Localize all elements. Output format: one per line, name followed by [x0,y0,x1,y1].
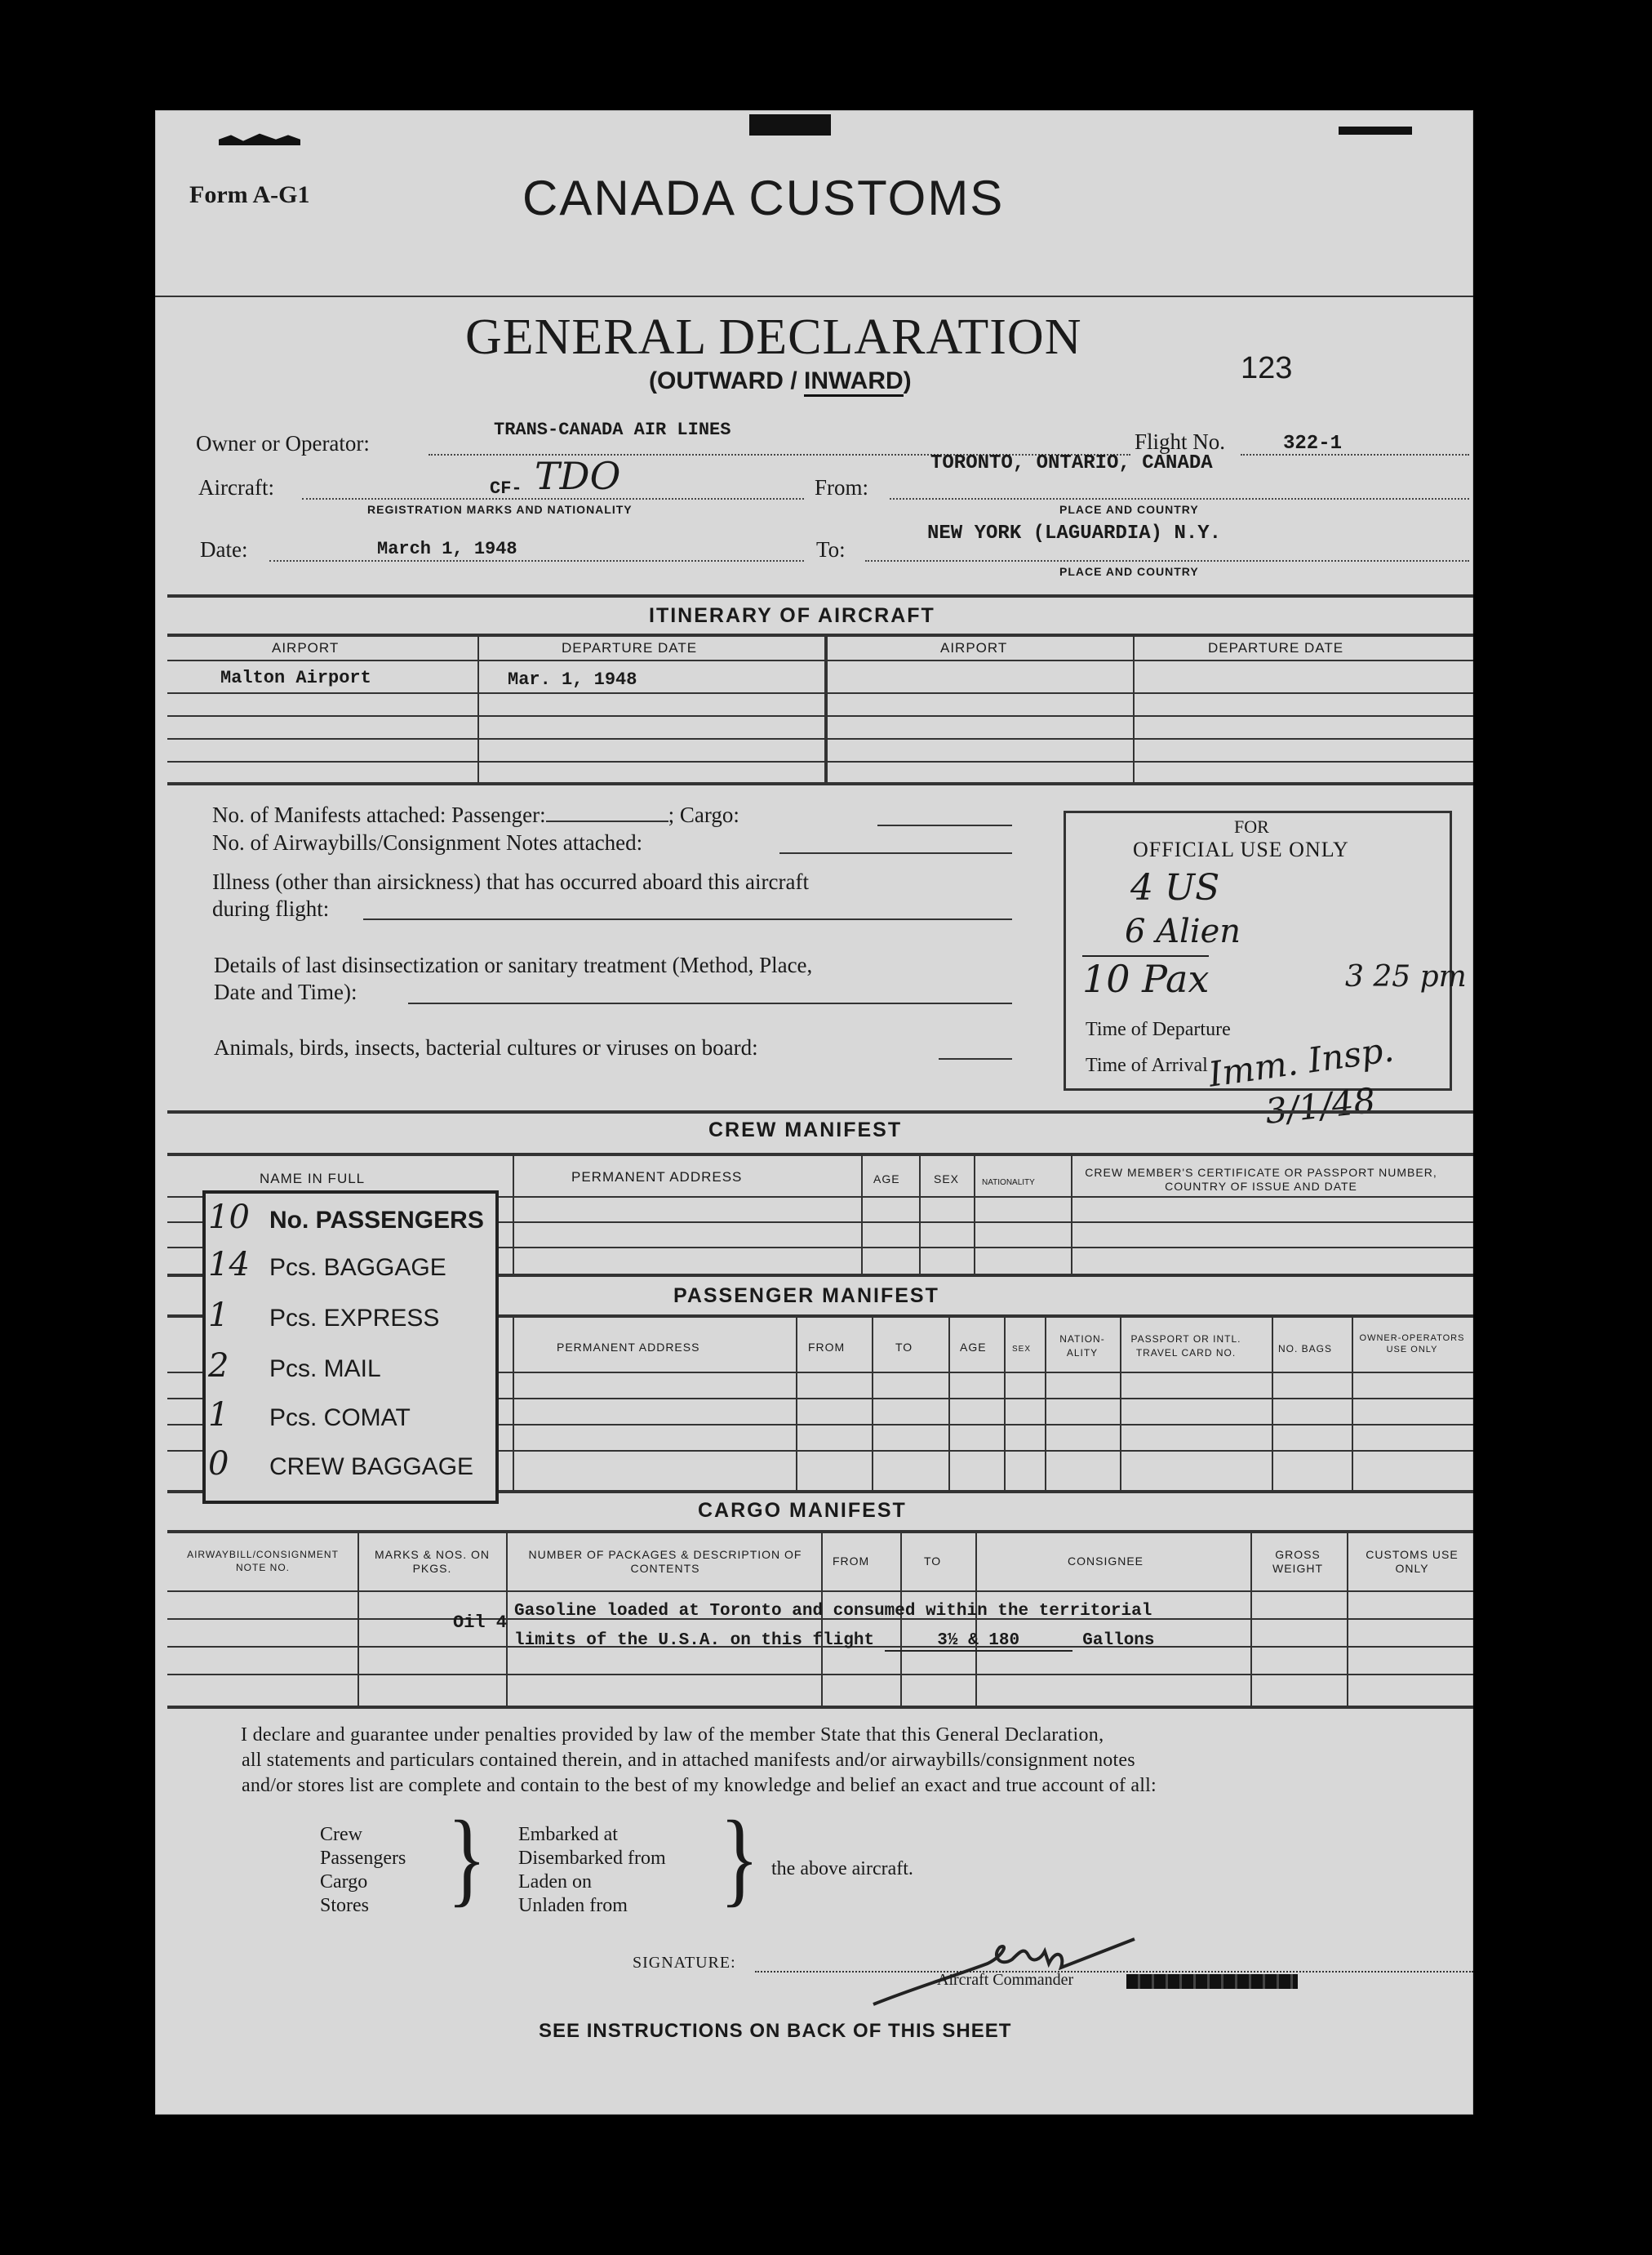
cargo-row-line [167,1590,1473,1592]
itinerary-title: ITINERARY OF AIRCRAFT [649,604,935,627]
passenger-col-line [796,1314,797,1490]
cargo-manifests-line [877,825,1012,826]
doc-number: 123 [1241,351,1293,385]
decl-passengers: Passengers [320,1848,406,1869]
stamp-count: 2 [208,1347,229,1385]
itinerary-header: AIRPORT [272,640,340,656]
official-signature: Imm. Insp. [1206,1029,1397,1095]
agency-title: CANADA CUSTOMS [522,171,1005,225]
itinerary-top [167,594,1473,598]
struck-out-text [1126,1974,1298,1989]
itinerary-row-line [167,692,1473,694]
date-label: Date: [200,537,248,562]
stamp-label: No. PASSENGERS [269,1207,484,1234]
stamp-count: 0 [208,1445,229,1483]
passenger-manifests: No. of Manifests attached: Passenger: [212,803,546,827]
torn-mark [749,114,831,136]
decl-unladen: Unladen from [518,1895,628,1916]
cargo-bottom [167,1706,1473,1709]
illness-label-1: Illness (other than airsickness) that has occurred aboard this aircraft [212,870,809,894]
passenger-manifests-blank [546,821,668,822]
stamp-row-crew-baggage [208,1445,473,1483]
decl-embarked: Embarked at [518,1824,618,1845]
animals-line [939,1058,1012,1060]
stamp-count: 10 [208,1199,250,1236]
passenger-col-line [1004,1314,1006,1490]
itinerary-date: Mar. 1, 1948 [508,669,637,690]
cargo-row-line [167,1674,1473,1675]
subtitle-outward: (OUTWARD [649,367,784,394]
crew-col-line [1071,1153,1072,1274]
from-value: TORONTO, ONTARIO, CANADA [930,452,1213,474]
official-alien-count: 6 Alien [1125,913,1241,950]
itinerary-col-line [1133,634,1135,782]
cargo-header-top [167,1530,1473,1533]
decl-col-1 [320,1823,406,1918]
decl-tail: the above aircraft. [771,1858,913,1879]
passenger-title: PASSENGER MANIFEST [673,1284,939,1307]
decl-crew: Crew [320,1824,362,1845]
passenger-header: PERMANENT ADDRESS [557,1341,700,1354]
passenger-header: OWNER-OPERATORS USE ONLY [1359,1333,1465,1354]
passenger-header: PASSPORT OR INTL. TRAVEL CARD NO. [1130,1333,1241,1359]
passenger-col-line [1272,1314,1273,1490]
itinerary-row-line [167,660,1473,661]
passenger-col-line [948,1314,950,1490]
subtitle-separator: / [783,367,804,394]
crew-col-line [513,1153,514,1274]
official-time: 3 25 pm [1345,960,1467,994]
brace-icon: } [447,1799,486,1917]
crew-col-line [974,1153,975,1274]
cargo-header: GROSS WEIGHT [1272,1548,1323,1575]
declaration-text-3: and/or stores list are complete and contain to the best of my knowledge and belief an exact and true account of all: [242,1775,1157,1796]
declaration-text-2: all statements and particulars contained therein, and in attached manifests and/or airwaybills/consignment notes [242,1750,1135,1771]
stamp-label: Pcs. BAGGAGE [269,1254,446,1281]
subtitle-close: ) [903,367,912,394]
passenger-col-line [1045,1314,1046,1490]
time-departure: Time of Departure [1086,1019,1231,1040]
flight-value: 322-1 [1283,433,1343,455]
to-line [865,560,1469,562]
itinerary-row-line [167,761,1473,763]
itinerary-header: DEPARTURE DATE [562,640,698,656]
brace-icon: } [720,1799,759,1917]
crew-top [167,1110,1473,1114]
cargo-header: MARKS & NOS. ON PKGS. [374,1548,491,1575]
date-value: March 1, 1948 [377,539,517,559]
itinerary-row-line [167,738,1473,740]
stamp-label: Pcs. EXPRESS [269,1305,440,1332]
itinerary-bottom [167,782,1473,785]
stamp-label: Pcs. MAIL [269,1355,381,1382]
cargo-amount: 3½ & 180 [885,1631,1072,1652]
illness-line [363,918,1012,920]
decl-disembarked: Disembarked from [518,1848,666,1869]
itinerary-row-line [167,715,1473,717]
divider [155,296,1473,297]
to-label: To: [816,537,846,562]
from-label: From: [815,475,869,500]
cargo-header: NUMBER OF PACKAGES & DESCRIPTION OF CONTENTS [528,1548,802,1575]
stamp-count: 1 [208,1297,229,1334]
passenger-col-line [1352,1314,1353,1490]
decl-col-2 [518,1823,666,1918]
crew-header: NATIONALITY [982,1178,1035,1187]
cargo-header: AIRWAYBILL/CONSIGNMENT NOTE NO. [187,1549,339,1573]
decl-stores: Stores [320,1895,369,1916]
airwaybills-line [779,852,1012,854]
subtitle-inward: INWARD [804,367,904,397]
aircraft-prefix: CF- [490,478,522,499]
crew-header: CREW MEMBER'S CERTIFICATE OR PASSPORT NUMBER, COUNTRY OF ISSUE AND DATE [1085,1166,1437,1193]
crew-col-line [919,1153,921,1274]
stamp-row-baggage [208,1246,446,1283]
date-line [269,560,804,562]
stamp-label: Pcs. COMAT [269,1404,411,1431]
cargo-title: CARGO MANIFEST [698,1499,907,1522]
crew-header-top [167,1153,1473,1156]
stamp-count: 14 [208,1246,250,1283]
cargo-line-2a: limits of the U.S.A. on this flight [514,1631,875,1650]
crew-header: NAME IN FULL [260,1171,366,1186]
disinsect-label-1: Details of last disinsectization or sanitary treatment (Method, Place, [214,953,813,977]
cargo-manifests: ; Cargo: [668,803,739,827]
page-title: GENERAL DECLARATION [465,309,1082,365]
from-line [890,498,1469,500]
flight-line [1241,454,1469,456]
stamp-label: CREW BAGGAGE [269,1453,474,1480]
time-arrival: Time of Arrival [1086,1055,1208,1076]
stamp-row-passengers [208,1199,484,1236]
airwaybills-label: No. of Airwaybills/Consignment Notes attached: [212,830,643,855]
crew-header: AGE [873,1172,900,1185]
crew-header: SEX [934,1172,960,1185]
passenger-header: TO [895,1341,913,1354]
official-pax-count: 10 Pax [1082,957,1210,1001]
passenger-col-line [513,1314,514,1490]
form-id: Form A-G1 [189,181,310,208]
official-date: 3/1/48 [1263,1080,1378,1132]
animals-label: Animals, birds, insects, bacterial cultures or viruses on board: [214,1035,758,1060]
stamp-row-comat [208,1396,411,1434]
to-caption: PLACE AND COUNTRY [1059,565,1199,578]
cargo-header: FROM [833,1554,870,1568]
passenger-col-line [1120,1314,1121,1490]
cargo-header: TO [924,1554,942,1568]
cargo-header: CUSTOMS USE ONLY [1366,1548,1459,1575]
itinerary-header-top [167,634,1473,637]
aircraft-line [302,498,804,500]
page-subtitle [649,367,912,395]
torn-mark [1339,127,1412,135]
cargo-oil: Oil 4 [453,1612,508,1633]
aircraft-label: Aircraft: [198,475,274,500]
disinsect-line [408,1003,1012,1004]
cargo-header: CONSIGNEE [1068,1554,1144,1568]
itinerary-header: DEPARTURE DATE [1208,640,1344,656]
from-caption: PLACE AND COUNTRY [1059,503,1199,516]
owner-value: TRANS-CANADA AIR LINES [494,420,731,440]
cargo-unit: Gallons [1082,1631,1155,1650]
itinerary-col-line [824,634,828,782]
cargo-line-2 [514,1631,1155,1652]
instructions-note: SEE INSTRUCTIONS ON BACK OF THIS SHEET [539,2020,1012,2042]
passenger-header: FROM [808,1341,846,1354]
cargo-line-1: Gasoline loaded at Toronto and consumed within the territorial [514,1602,1152,1621]
stamp-row-express [208,1297,439,1334]
passenger-col-line [872,1314,873,1490]
itinerary-col-line [477,634,479,782]
flight-label: Flight No. [1135,429,1226,454]
to-value: NEW YORK (LAGUARDIA) N.Y. [927,523,1222,545]
aircraft-caption: REGISTRATION MARKS AND NATIONALITY [367,503,633,516]
passenger-header: SEX [1012,1345,1032,1354]
signature-label: SIGNATURE: [633,1954,736,1972]
owner-label: Owner or Operator: [196,431,370,456]
passenger-header: AGE [960,1341,987,1354]
passenger-header: NO. BAGS [1278,1343,1333,1354]
declaration-text-1: I declare and guarantee under penalties provided by law of the member State that this General Declaration, [241,1724,1104,1746]
disinsect-label-2: Date and Time): [214,980,357,1004]
illness-label-2: during flight: [212,896,330,921]
itinerary-airport: Malton Airport [220,668,371,688]
official-label: OFFICIAL USE ONLY [1133,838,1349,861]
passenger-header: NATION-ALITY [1059,1333,1105,1359]
crew-header: PERMANENT ADDRESS [571,1169,743,1185]
crew-title: CREW MANIFEST [708,1119,903,1141]
decl-laden: Laden on [518,1871,592,1893]
stamp-row-mail [208,1347,381,1385]
commander-label: Aircraft Commander [937,1971,1074,1989]
aircraft-registration: TDO [535,454,621,498]
manifests-label [212,803,739,828]
decl-cargo: Cargo [320,1871,368,1893]
crew-col-line [861,1153,863,1274]
itinerary-header: AIRPORT [940,640,1008,656]
official-for: FOR [1234,816,1269,837]
official-us-count: 4 US [1130,867,1220,909]
stamp-count: 1 [208,1396,229,1434]
